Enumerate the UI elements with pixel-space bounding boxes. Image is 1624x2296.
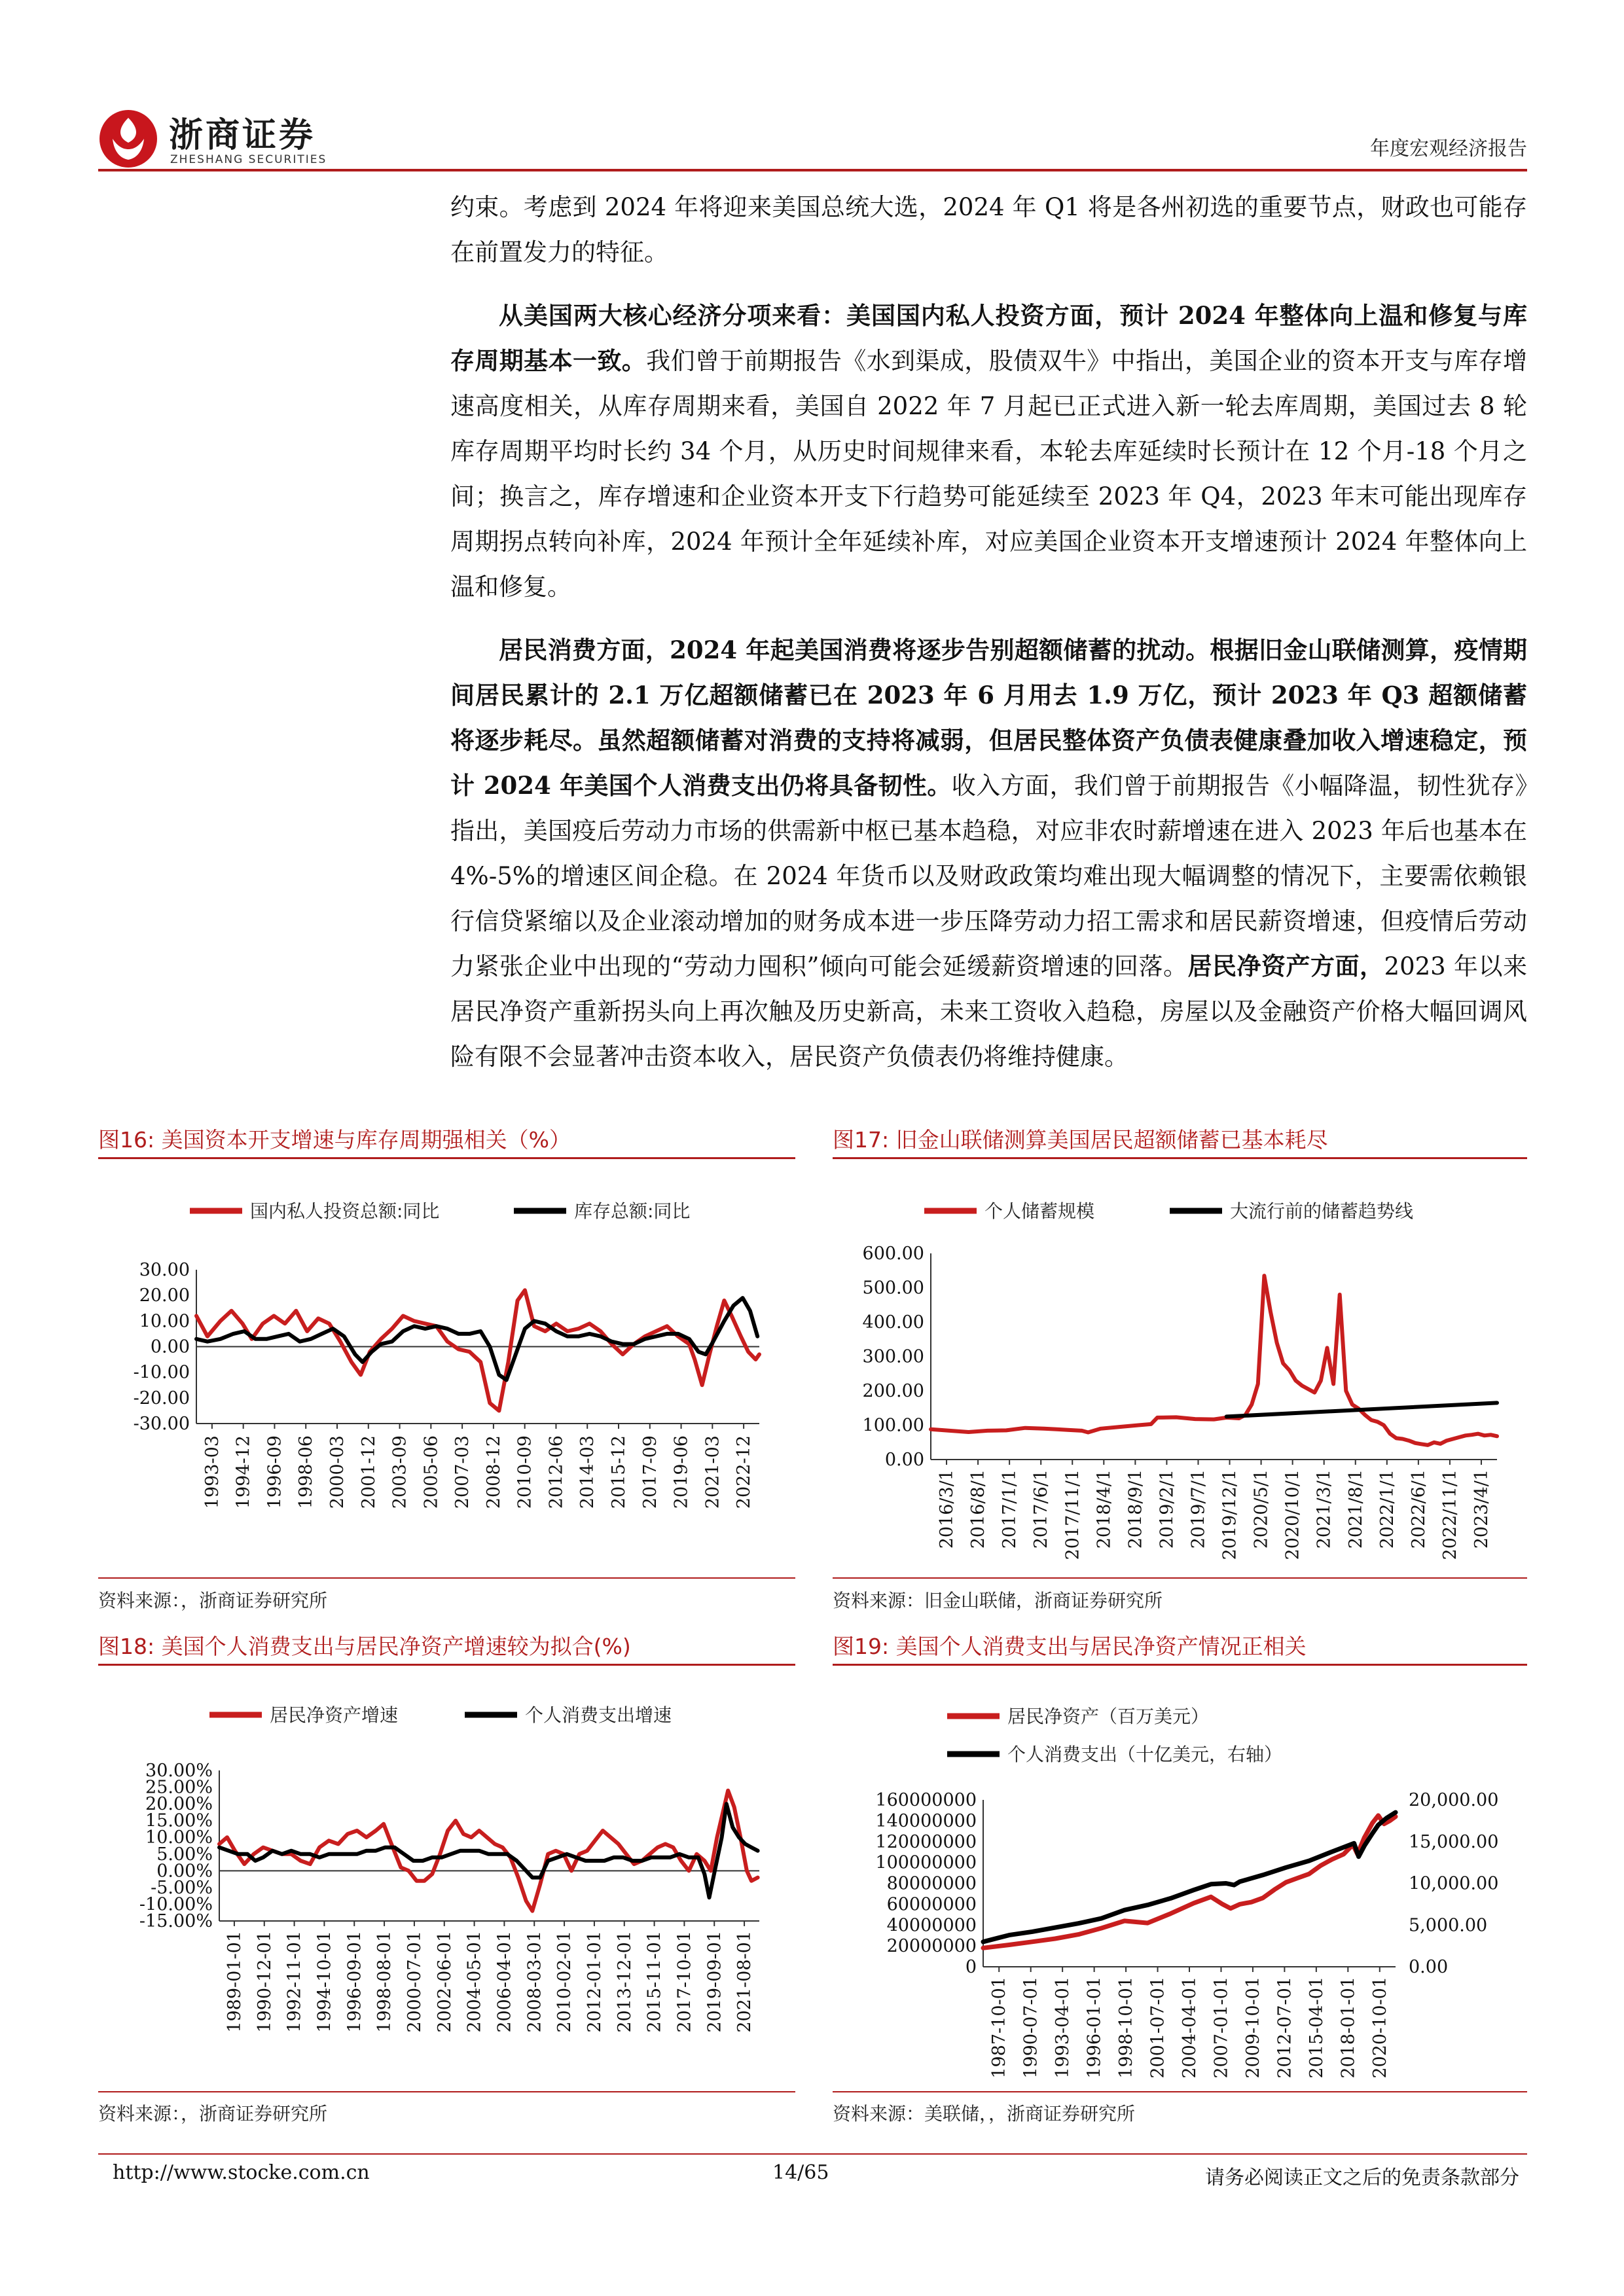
x-tick-label: 2015-12 — [609, 1435, 629, 1509]
figure-18-bottom-rule — [98, 2091, 795, 2092]
y-tick-label: 10.00% — [145, 1827, 213, 1848]
logo-mark-icon — [98, 109, 158, 169]
x-tick-label: 1998-08-01 — [374, 1931, 395, 2033]
y-tick-label: 0.00 — [884, 1450, 924, 1470]
figure-18-chart — [98, 1669, 795, 2088]
legend-label-1: 居民净资产增速 — [270, 1704, 399, 1726]
x-tick-label: 2007-03 — [452, 1435, 473, 1509]
figure-19-top-rule — [833, 1664, 1527, 1666]
paragraph-1-text: 约束。考虑到 2024 年将迎来美国总统大选，2024 年 Q1 将是各州初选的重要节点，财政也可能存在前置发力的特征。 — [450, 193, 1527, 266]
legend-label-1: 居民净资产（百万美元） — [1007, 1706, 1210, 1727]
figure-17-bottom-rule — [833, 1577, 1527, 1579]
x-tick-label: 2022/6/1 — [1408, 1469, 1429, 1549]
y-tick-label: 0 — [965, 1957, 977, 1977]
y-tick-label: -30.00 — [133, 1414, 190, 1434]
x-tick-label: 2003-09 — [389, 1435, 410, 1509]
x-tick-label: 2022/1/1 — [1377, 1469, 1398, 1549]
footer-disclaimer: 请务必阅读正文之后的免责条款部分 — [1205, 2166, 1519, 2189]
x-tick-label: 2012-06 — [546, 1435, 567, 1509]
y-tick-label: 100.00 — [862, 1415, 924, 1436]
x-tick-label: 2021/3/1 — [1314, 1469, 1335, 1549]
document-type: 年度宏观经济报告 — [1370, 137, 1527, 160]
y-right-tick-label: 0.00 — [1409, 1957, 1449, 1977]
legend-label-2: 个人消费支出（十亿美元，右轴） — [1007, 1744, 1283, 1765]
paragraph-2-bold: 从美国两大核心经济分项来看：美国国内私人投资方面，预计 2024 年整体向上温和修复与库存周期基本一致。 — [450, 301, 1527, 375]
paragraph-3-text-1: 收入方面，我们曾于前期报告《小幅降温，韧性犹存》指出，美国疫后劳动力市场的供需新中枢已基本趋稳，对应非农时薪增速在进入 2023 年后也基本在 4%-5%的增速区间企稳。在 2024 年货币以及财政政策均难出现大幅调整的情况下，主要需依赖银行信贷紧缩以及企业滚动增加的财务成本进一步压降劳动力招工需求和居民薪资增速，但疫情后劳动力紧张企业中出现的“劳动力囤积”倾向可能会延缓薪资增速的回落。 — [450, 772, 1528, 980]
brand-name-cn: 浙商证券 — [169, 116, 316, 155]
y-tick-label: 40000000 — [886, 1915, 977, 1936]
y-tick-label: 200.00 — [862, 1381, 924, 1401]
y-right-tick-label: 15,000.00 — [1409, 1831, 1499, 1852]
y-tick-label: 500.00 — [862, 1278, 924, 1299]
y-tick-label: 400.00 — [862, 1312, 924, 1333]
x-tick-label: 2020-10-01 — [1369, 1977, 1390, 2079]
x-tick-label: 2013-12-01 — [614, 1931, 635, 2033]
y-tick-label: 140000000 — [875, 1810, 977, 1831]
x-tick-label: 2000-07-01 — [404, 1931, 425, 2033]
x-tick-label: 2018/9/1 — [1125, 1469, 1146, 1549]
y-tick-label: 600.00 — [862, 1244, 924, 1264]
x-tick-label: 2010-09 — [514, 1435, 535, 1509]
x-tick-label: 1990-07-01 — [1020, 1977, 1041, 2079]
legend-label-2: 库存总额:同比 — [574, 1200, 691, 1222]
x-tick-label: 1987-10-01 — [989, 1977, 1010, 2079]
paragraph-3 — [450, 628, 1527, 1079]
figure-18-top-rule — [98, 1664, 795, 1666]
x-tick-label: 2017/1/1 — [1000, 1469, 1020, 1549]
y-tick-label: 20000000 — [886, 1936, 977, 1957]
x-tick-label: 2023/4/1 — [1471, 1469, 1492, 1549]
y-tick-label: -20.00 — [133, 1388, 190, 1408]
legend-label-1: 国内私人投资总额:同比 — [250, 1200, 440, 1222]
x-tick-label: 2018/4/1 — [1094, 1469, 1115, 1549]
x-tick-label: 2021-03 — [702, 1435, 723, 1509]
body-text — [450, 185, 1527, 1098]
y-tick-label: 25.00% — [145, 1777, 213, 1798]
x-tick-label: 2001-12 — [358, 1435, 379, 1509]
paragraph-3-bold-1: 居民消费方面，2024 年起美国消费将逐步告别超额储蓄的扰动。根据旧金山联储测算，疫情期间居民累计的 2.1 万亿超额储蓄已在 2023 年 6 月用去 1.9 万亿，预计 2023 年 Q3 超额储蓄将逐步耗尽。虽然超额储蓄对消费的支持将减弱，但居民整体资产负债表健康叠加收入增速稳定，预计 2024 年美国个人消费支出仍将具备韧性。 — [450, 636, 1527, 800]
paragraph-2-text: 我们曾于前期报告《水到渠成，股债双牛》中指出，美国企业的资本开支与库存增速高度相关，从库存周期来看，美国自 2022 年 7 月起已正式进入新一轮去库周期，美国过去 8 轮库存周期平均时长约 34 个月，从历史时间规律来看，本轮去库延续时长预计在 12 个月-18 个月之间；换言之，库存增速和企业资本开支下行趋势可能延续至 2023 年 Q4，2023 年末可能出现库存周期拐点转向补库，2024 年预计全年延续补库，对应美国企业资本开支增速预计 2024 年整体向上温和修复。 — [450, 347, 1528, 601]
legend-label-2: 大流行前的储蓄趋势线 — [1230, 1200, 1414, 1222]
figure-16-title: 图16: 美国资本开支增速与库存周期强相关（%） — [98, 1127, 571, 1153]
x-tick-label: 2004-04-01 — [1180, 1977, 1200, 2079]
legend-label-1: 个人储蓄规模 — [984, 1200, 1095, 1222]
x-tick-label: 1998-10-01 — [1116, 1977, 1137, 2079]
x-tick-label: 2020/5/1 — [1251, 1469, 1272, 1549]
paragraph-2 — [450, 293, 1527, 609]
figure-16-top-rule — [98, 1157, 795, 1159]
y-tick-label: -5.00% — [151, 1877, 213, 1898]
brand-name-en: ZHESHANG SECURITIES — [170, 153, 327, 166]
x-tick-label: 1992-11-01 — [284, 1931, 305, 2033]
x-tick-label: 1998-06 — [296, 1435, 317, 1509]
x-tick-label: 2012-01-01 — [584, 1931, 605, 2033]
x-tick-label: 1994-12 — [233, 1435, 254, 1509]
y-right-tick-label: 5,000.00 — [1409, 1915, 1488, 1936]
y-tick-label: 300.00 — [862, 1346, 924, 1367]
x-tick-label: 2019-06 — [671, 1435, 692, 1509]
x-tick-label: 2022-12 — [734, 1435, 755, 1509]
y-tick-label: 20.00% — [145, 1794, 213, 1815]
x-tick-label: 2017/11/1 — [1062, 1469, 1083, 1560]
x-tick-label: 2015-04-01 — [1306, 1977, 1327, 2079]
y-tick-label: 60000000 — [886, 1894, 977, 1915]
x-tick-label: 2022/11/1 — [1439, 1469, 1460, 1560]
paragraph-3-text-2: 2023 年以来居民净资产重新拐头向上再次触及历史新高，未来工资收入趋稳，房屋以及金融资产价格大幅回调风险有限不会显著冲击资本收入，居民资产负债表仍将维持健康。 — [450, 952, 1527, 1071]
figure-16-source: 资料来源：，浙商证券研究所 — [98, 1590, 328, 1611]
series-line-2 — [1227, 1403, 1497, 1416]
figure-17-title: 图17: 旧金山联储测算美国居民超额储蓄已基本耗尽 — [833, 1127, 1328, 1153]
x-tick-label: 2016/8/1 — [968, 1469, 989, 1549]
x-tick-label: 1990-12-01 — [254, 1931, 275, 2033]
x-tick-label: 2016/3/1 — [937, 1469, 958, 1549]
x-tick-label: 2008-12 — [483, 1435, 504, 1509]
x-tick-label: 2019/2/1 — [1157, 1469, 1178, 1549]
x-tick-label: 2002-06-01 — [434, 1931, 455, 2033]
y-tick-label: 10.00 — [139, 1311, 190, 1332]
y-right-tick-label: 10,000.00 — [1409, 1873, 1499, 1894]
y-tick-label: 0.00 — [150, 1336, 190, 1357]
figure-18-title: 图18: 美国个人消费支出与居民净资产增速较为拟合(%) — [98, 1634, 631, 1659]
series-line-1 — [219, 1791, 758, 1911]
y-tick-label: 100000000 — [875, 1852, 977, 1873]
y-tick-label: 0.00% — [156, 1861, 213, 1882]
figure-16-bottom-rule — [98, 1577, 795, 1579]
y-tick-label: 30.00 — [139, 1260, 190, 1280]
x-tick-label: 2005-06 — [421, 1435, 442, 1509]
header-divider — [98, 169, 1527, 171]
x-tick-label: 2019/7/1 — [1188, 1469, 1209, 1549]
x-tick-label: 2004-05-01 — [464, 1931, 485, 2033]
paragraph-3-bold-2: 居民净资产方面， — [1187, 952, 1384, 980]
figure-17-source: 资料来源：旧金山联储，浙商证券研究所 — [833, 1590, 1163, 1611]
x-tick-label: 2017/6/1 — [1031, 1469, 1052, 1549]
x-tick-label: 2000-03 — [327, 1435, 348, 1509]
y-tick-label: -10.00% — [139, 1894, 213, 1915]
x-tick-label: 2017-09 — [640, 1435, 660, 1509]
x-tick-label: 2021-08-01 — [734, 1931, 755, 2033]
x-tick-label: 2014-03 — [577, 1435, 598, 1509]
x-tick-label: 2017-10-01 — [674, 1931, 695, 2033]
y-tick-label: 5.00% — [156, 1844, 213, 1865]
series-line-1 — [196, 1290, 759, 1410]
figure-19-chart — [833, 1669, 1527, 2088]
figure-17-chart — [833, 1162, 1527, 1574]
y-tick-label: 15.00% — [145, 1810, 213, 1831]
x-tick-label: 2015-11-01 — [644, 1931, 665, 2033]
x-tick-label: 2009-10-01 — [1242, 1977, 1263, 2079]
x-tick-label: 2021/8/1 — [1345, 1469, 1366, 1549]
figure-19-bottom-rule — [833, 2091, 1527, 2092]
y-tick-label: 20.00 — [139, 1285, 190, 1306]
y-tick-label: 160000000 — [875, 1790, 977, 1810]
legend-label-2: 个人消费支出增速 — [525, 1704, 672, 1726]
x-tick-label: 2006-04-01 — [494, 1931, 515, 2033]
y-right-tick-label: 20,000.00 — [1409, 1790, 1499, 1810]
x-tick-label: 2007-01-01 — [1211, 1977, 1232, 2079]
x-tick-label: 2001-07-01 — [1147, 1977, 1168, 2079]
y-tick-label: -10.00 — [133, 1362, 190, 1383]
x-tick-label: 2020/10/1 — [1282, 1469, 1303, 1560]
company-logo — [98, 103, 373, 175]
series-line-2 — [983, 1812, 1396, 1942]
x-tick-label: 1993-03 — [202, 1435, 223, 1509]
figure-18-source: 资料来源：，浙商证券研究所 — [98, 2103, 328, 2125]
footer-divider — [98, 2153, 1527, 2155]
x-tick-label: 1993-04-01 — [1053, 1977, 1074, 2079]
x-tick-label: 2019/12/1 — [1219, 1469, 1240, 1560]
x-tick-label: 1996-09-01 — [344, 1931, 365, 2033]
figure-19-title: 图19: 美国个人消费支出与居民净资产情况正相关 — [833, 1634, 1307, 1659]
figure-16-chart — [98, 1162, 795, 1574]
x-tick-label: 2019-09-01 — [704, 1931, 725, 2033]
x-tick-label: 2010-02-01 — [554, 1931, 575, 2033]
x-tick-label: 1996-09 — [264, 1435, 285, 1509]
series-line-2 — [196, 1298, 757, 1380]
y-tick-label: 120000000 — [875, 1831, 977, 1852]
x-tick-label: 1994-10-01 — [314, 1931, 335, 2033]
y-tick-label: 80000000 — [886, 1873, 977, 1894]
x-tick-label: 1989-01-01 — [224, 1931, 245, 2033]
x-tick-label: 2008-03-01 — [524, 1931, 545, 2033]
page-number: 14/65 — [772, 2161, 829, 2184]
y-tick-label: 30.00% — [145, 1761, 213, 1781]
figure-19-source: 资料来源：美联储，，浙商证券研究所 — [833, 2103, 1136, 2125]
x-tick-label: 2018-01-01 — [1338, 1977, 1359, 2079]
footer-url-link[interactable]: http://www.stocke.com.cn — [113, 2161, 370, 2184]
figure-17-top-rule — [833, 1157, 1527, 1159]
paragraph-1 — [450, 185, 1527, 275]
x-tick-label: 1996-01-01 — [1084, 1977, 1105, 2079]
x-tick-label: 2012-07-01 — [1274, 1977, 1295, 2079]
series-line-1 — [931, 1276, 1497, 1445]
y-tick-label: -15.00% — [139, 1911, 213, 1931]
